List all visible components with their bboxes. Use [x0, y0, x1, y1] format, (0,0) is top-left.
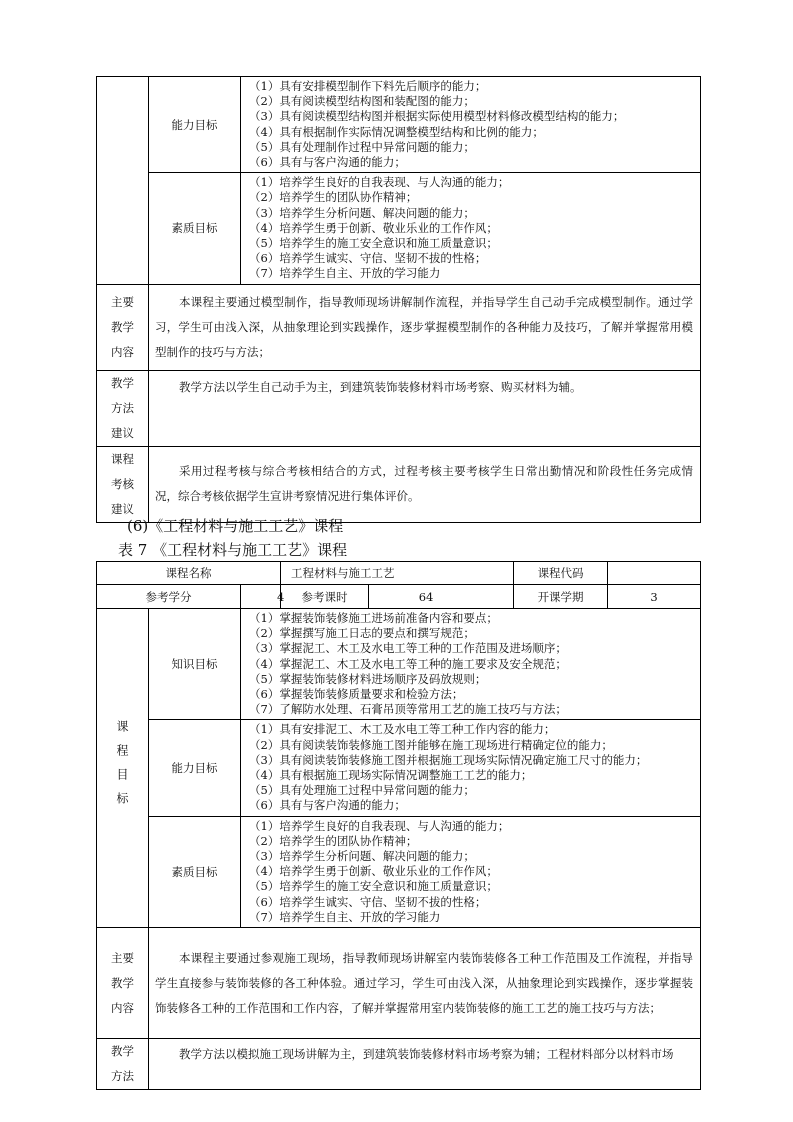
list-item: （5）培养学生的施工安全意识和施工质量意识； — [249, 879, 498, 894]
main-content-label-7: 主要 教学 内容 — [97, 928, 149, 1039]
section-heading: (6)《工程材料与施工工艺》课程 — [127, 517, 344, 535]
course-code-label: 课程代码 — [514, 562, 608, 585]
quality-objective-list-7 — [241, 816, 701, 927]
list-item: （7）培养学生自主、开放的学习能力 — [249, 266, 441, 281]
assessment-text: 采用过程考核与综合考核相结合的方式，过程考核主要考核学生日常出勤情况和阶段性任务完成情况，综合考核依据学生宣讲考察情况进行集体评价。 — [149, 446, 701, 522]
teaching-method-text-7: 教学方法以模拟施工现场讲解为主，到建筑装饰装修材料市场考察为辅；工程材料部分以材料市场 — [149, 1039, 701, 1090]
list-item: （3）具有阅读模型结构图并根据实际使用模型材料修改模型结构的能力； — [249, 109, 625, 124]
teaching-method-text: 教学方法以学生自己动手为主，到建筑装饰装修材料市场考察、购买材料为辅。 — [149, 370, 701, 446]
list-item: （6）掌握装饰装修质量要求和检验方法； — [249, 687, 464, 702]
quality-objective-list — [241, 173, 701, 284]
list-item: （6）培养学生诚实、守信、坚韧不拔的性格； — [249, 894, 487, 909]
hours-value: 64 — [369, 585, 514, 609]
list-item: （1）具有安排泥工、木工及水电工等工种工作内容的能力； — [249, 722, 556, 737]
table-caption: 表 7 《工程材料与施工工艺》课程 — [118, 541, 348, 559]
quality-objective-label: 素质目标 — [149, 173, 241, 284]
list-item: （3）培养学生分析问题、解决问题的能力； — [249, 849, 475, 864]
main-content-text: 本课程主要通过模型制作，指导教师现场讲解制作流程，并指导学生自己动手完成模型制作。通过学习，学生可由浅入深，从抽象理论到实践操作，逐步掌握模型制作的各种能力及技巧，了解并掌握常用模型制作的技巧与方法； — [149, 284, 701, 370]
list-item: （4）培养学生勇于创新、敬业乐业的工作作风； — [249, 220, 498, 235]
list-item: （6）具有与客户沟通的能力； — [249, 155, 406, 170]
course-name-label-cell: 课程名称 — [97, 562, 281, 585]
credit-value: 4 — [241, 585, 281, 609]
empty-objective-cell — [97, 77, 149, 285]
list-item: （2）培养学生的团队协作精神； — [249, 190, 418, 205]
list-item: （5）培养学生的施工安全意识和施工质量意识； — [249, 236, 498, 251]
course-objectives-label: 课程目标 — [97, 609, 149, 928]
list-item: （3）具有阅读装饰装修施工图并根据施工现场实际情况确定施工尺寸的能力； — [249, 752, 648, 767]
list-item: （7）了解防水处理、石膏吊顶等常用工艺的施工技巧与方法； — [249, 702, 567, 717]
ability-objective-label-7: 能力目标 — [149, 720, 241, 816]
list-item: （4）具有根据制作实际情况调整模型结构和比例的能力； — [249, 124, 544, 139]
assessment-label: 课程 考核 建议 — [97, 446, 149, 522]
course-table-7-body — [96, 561, 701, 1090]
semester-label: 开课学期 — [514, 585, 608, 609]
knowledge-objective-label: 知识目标 — [149, 609, 241, 720]
list-item: （5）具有处理施工过程中异常问题的能力； — [249, 783, 475, 798]
list-item: （2）具有阅读装饰装修施工图并能够在施工现场进行精确定位的能力； — [249, 737, 613, 752]
continued-course-table — [96, 76, 701, 523]
ability-objective-list-7 — [241, 720, 701, 816]
ability-objective-list — [241, 77, 701, 173]
quality-objective-label-7: 素质目标 — [149, 816, 241, 927]
hours-label: 参考课时 — [281, 585, 369, 609]
list-item: （3）培养学生分析问题、解决问题的能力； — [249, 205, 475, 220]
ability-objective-label: 能力目标 — [149, 77, 241, 173]
semester-value: 3 — [608, 585, 701, 609]
list-item: （5）掌握装饰装修材料进场顺序及码放规则； — [249, 671, 487, 686]
course-code-value — [608, 562, 701, 585]
main-content-label: 主要 教学 内容 — [97, 284, 149, 370]
list-item: （6）具有与客户沟通的能力； — [249, 798, 406, 813]
credit-label: 参考学分 — [97, 585, 241, 609]
list-item: （6）培养学生诚实、守信、坚韧不拔的性格； — [249, 251, 487, 266]
list-item: （1）培养学生良好的自我表现、与人沟通的能力； — [249, 818, 510, 833]
teaching-method-label: 教学 方法 建议 — [97, 370, 149, 446]
list-item: （1）培养学生良好的自我表现、与人沟通的能力； — [249, 175, 510, 190]
course-name-value-cell: 工程材料与施工工艺 — [281, 562, 514, 585]
list-item: （5）具有处理制作过程中异常问题的能力； — [249, 139, 475, 154]
list-item: （1）具有安排模型制作下料先后顺序的能力； — [249, 79, 487, 93]
teaching-method-label-7: 教学 方法 — [97, 1039, 149, 1090]
main-content-text-7: 本课程主要通过参观施工现场，指导教师现场讲解室内装饰装修各工种工作范围及工作流程，并指导学生直接参与装饰装修的各工种体验。通过学习，学生可由浅入深，从抽象理论到实践操作，逐步掌握装饰装修各工种的工作范围和工作内容，了解并掌握常用室内装饰装修的施工工艺的施工技巧与方法； — [149, 928, 701, 1039]
list-item: （2）培养学生的团队协作精神； — [249, 833, 418, 848]
list-item: （4）具有根据施工现场实际情况调整施工工艺的能力； — [249, 768, 533, 783]
list-item: （1）掌握装饰装修施工进场前准备内容和要点； — [249, 611, 498, 625]
list-item: （7）培养学生自主、开放的学习能力 — [249, 909, 441, 924]
list-item: （2）具有阅读模型结构图和装配图的能力； — [249, 94, 475, 109]
knowledge-objective-list — [241, 609, 701, 720]
list-item: （3）掌握泥工、木工及水电工等工种的工作范围及进场顺序； — [249, 641, 567, 656]
list-item: （4）掌握泥工、木工及水电工等工种的施工要求及安全规范； — [249, 656, 567, 671]
list-item: （2）掌握撰写施工日志的要点和撰写规范； — [249, 626, 475, 641]
list-item: （4）培养学生勇于创新、敬业乐业的工作作风； — [249, 864, 498, 879]
